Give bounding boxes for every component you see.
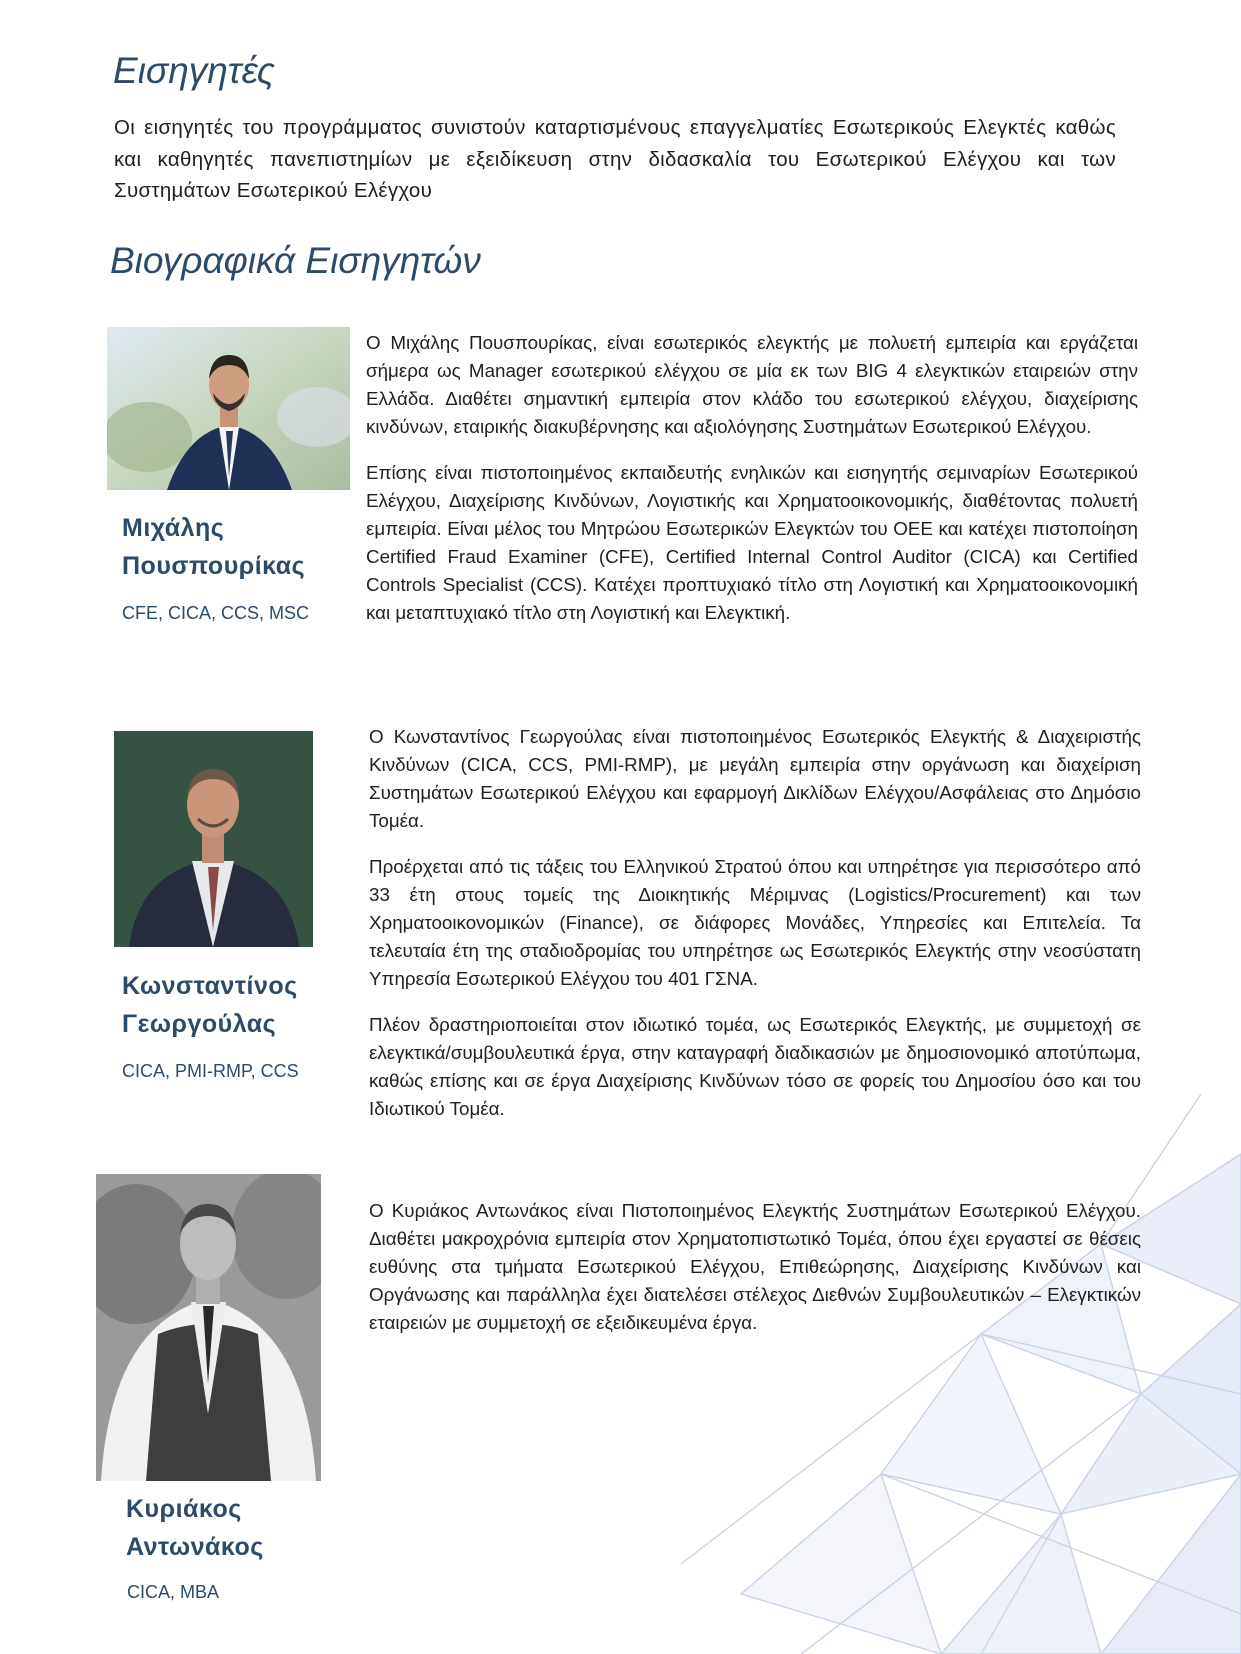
speaker-credentials: CICA, MBA: [127, 1582, 220, 1602]
speaker-bio: [366, 329, 1138, 645]
speakers-intro-text: Οι εισηγητές του προγράμματος συνιστούν καταρτισμένους επαγγελματίες Εσωτερικούς Ελεγκτές καθώς και καθηγητές πανεπιστημίων με εξειδίκευση στην διδασκαλία του Εσωτερικού Ελέγχου και των Συστημάτων Εσωτερικού Ελέγχου: [114, 116, 1116, 202]
speaker-name: [122, 967, 298, 1043]
speaker-bio: [369, 1197, 1141, 1355]
bio-paragraph: Προέρχεται από τις τάξεις του Ελληνικού Στρατού όπου και υπηρέτησε για περισσότερο από 33 έτη στους τομείς της Διοικητικής Μέριμνας (Logistics/Procurement) και των Χρηματοοικονομικών (Finance), σε διάφορες Μονάδες, Υπηρεσίες και Επιτελεία. Τα τελευταία έτη της σταδιοδρομίας του υπηρέτησε ως Εσωτερικός Ελεγκτής στην νεοσύστατη Υπηρεσία Εσωτερικού Ελέγχου του 401 ΓΣΝΑ.: [369, 856, 1141, 989]
speaker-last-name: Γεωργούλας: [122, 1010, 277, 1038]
speaker-name: [126, 1490, 264, 1566]
speaker-first-name: Κυριάκος: [126, 1495, 242, 1523]
bio-paragraph: Ο Μιχάλης Πουσπουρίκας, είναι εσωτερικός ελεγκτής με πολυετή εμπειρία και εργάζεται σήμερα ως Manager εσωτερικού ελέγχου σε μία εκ των BIG 4 ελεγκτικών εταιρειών στην Ελλάδα. Διαθέτει σημαντική εμπειρία στον κλάδο του εσωτερικού ελέγχου, διαχείρισης κινδύνων, εταιρικής διακυβέρνησης και αξιολόγησης Συστημάτων Εσωτερικού Ελέγχου.: [366, 332, 1138, 437]
speaker-last-name: Αντωνάκος: [126, 1533, 264, 1561]
speaker-photo: [114, 731, 313, 947]
section-title-speaker-bios: Βιογραφικά Εισηγητών: [110, 240, 481, 281]
bio-paragraph: Επίσης είναι πιστοποιημένος εκπαιδευτής ενηλικών και εισηγητής σεμιναρίων Εσωτερικού Ελέγχου, Διαχείρισης Κινδύνων, Λογιστικής και Χρηματοοικονομικής, διαθέτοντας πολυετή εμπειρία. Είναι μέλος του Μητρώου Εσωτερικών Ελεγκτών του ΟΕΕ και κατέχει πιστοποίηση Certified Fraud Examiner (CFE), Certified Internal Control Auditor (CICA) και Certified Controls Specialist (CCS). Κατέχει προπτυχιακό τίτλο στη Λογιστική και Χρηματοοικονομική και μεταπτυχιακό τίτλο στη Λογιστική και Ελεγκτική.: [366, 462, 1138, 623]
speaker-photo: [107, 327, 350, 490]
speaker-photo: [96, 1174, 321, 1481]
speaker-first-name: Κωνσταντίνος: [122, 972, 298, 1000]
speaker-first-name: Μιχάλης: [122, 514, 225, 542]
bio-paragraph: Ο Κωνσταντίνος Γεωργούλας είναι πιστοποιημένος Εσωτερικός Ελεγκτής & Διαχειριστής Κινδύνων (CICA, CCS, PMI-RMP), με μεγάλη εμπειρία στην οργάνωση και διαχείριση Συστημάτων Εσωτερικού Ελέγχου και εφαρμογή Δικλίδων Ελέγχου/Ασφάλειας στο Δημόσιο Τομέα.: [369, 726, 1141, 831]
speaker-credentials: CFE, CICA, CCS, MSC: [122, 603, 310, 623]
bio-paragraph: Πλέον δραστηριοποιείται στον ιδιωτικό τομέα, ως Εσωτερικός Ελεγκτής, με συμμετοχή σε ελεγκτικά/συμβουλευτικά έργα, στην καταγραφή διαδικασιών με δημοσιονομικό αποτύπωμα, καθώς επίσης και σε έργα Διαχείρισης Κινδύνων τόσο σε φορείς του Δημοσίου όσο και του Ιδιωτικού Τομέα.: [369, 1014, 1141, 1119]
bio-paragraph: Ο Κυριάκος Αντωνάκος είναι Πιστοποιημένος Ελεγκτής Συστημάτων Εσωτερικού Ελέγχου. Διαθέτει μακροχρόνια εμπειρία στον Χρηματοπιστωτικό Τομέα, όπου έχει εργαστεί σε θέσεις ευθύνης στα τμήματα Εσωτερικού Ελέγχου, Επιθεώρησης, Διαχείρισης Κινδύνων και Οργάνωσης και παράλληλα έχει διατελέσει στέλεχος Διεθνών Συμβουλευτικών – Ελεγκτικών εταιρειών με συμμετοχή σε εξειδικευμένα έργα.: [369, 1200, 1141, 1333]
speaker-last-name: Πουσπουρίκας: [122, 552, 306, 580]
speaker-name: [122, 509, 305, 585]
section-title-speakers: Εισηγητές: [113, 50, 275, 91]
background-geometric-pattern: [681, 1094, 1241, 1654]
speaker-credentials: CICA, PMI-RMP, CCS: [122, 1061, 299, 1081]
speaker-bio: [369, 723, 1141, 1141]
